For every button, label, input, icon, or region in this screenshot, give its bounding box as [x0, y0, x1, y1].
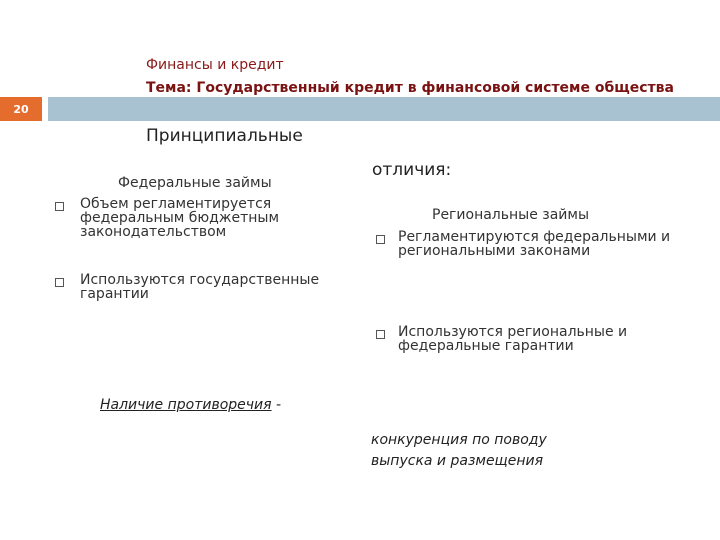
regional-item-2: Используются региональные и федеральные гарантии	[398, 324, 628, 354]
square-bullet-icon	[55, 202, 64, 211]
regional-loans-title: Региональные займы	[432, 207, 590, 223]
competition-line-2: выпуска и размещения	[371, 453, 544, 469]
square-bullet-icon	[55, 278, 64, 287]
square-bullet-icon	[376, 235, 385, 244]
competition-line-1: конкуренция по поводу	[371, 432, 547, 448]
federal-item-1: Объем регламентируется федеральным бюджетным законодательством	[80, 196, 280, 240]
contradiction-dash: -	[271, 397, 282, 413]
topic-title: Тема: Государственный кредит в финансовой системе общества	[146, 80, 674, 96]
federal-item-2: Используются государственные гарантии	[80, 272, 320, 302]
regional-item-1: Регламентируются федеральными и региональными законами	[398, 229, 671, 259]
section-heading: Принципиальные	[146, 126, 303, 146]
contradiction-note	[100, 397, 281, 413]
competition-note	[371, 430, 547, 472]
square-bullet-icon	[376, 330, 385, 339]
differences-label: отличия:	[372, 160, 452, 180]
slide-number-badge: 20	[0, 97, 42, 121]
header-band	[48, 97, 720, 121]
federal-loans-title: Федеральные займы	[118, 175, 272, 191]
contradiction-label: Наличие противоречия	[100, 397, 272, 413]
course-title: Финансы и кредит	[146, 57, 284, 73]
